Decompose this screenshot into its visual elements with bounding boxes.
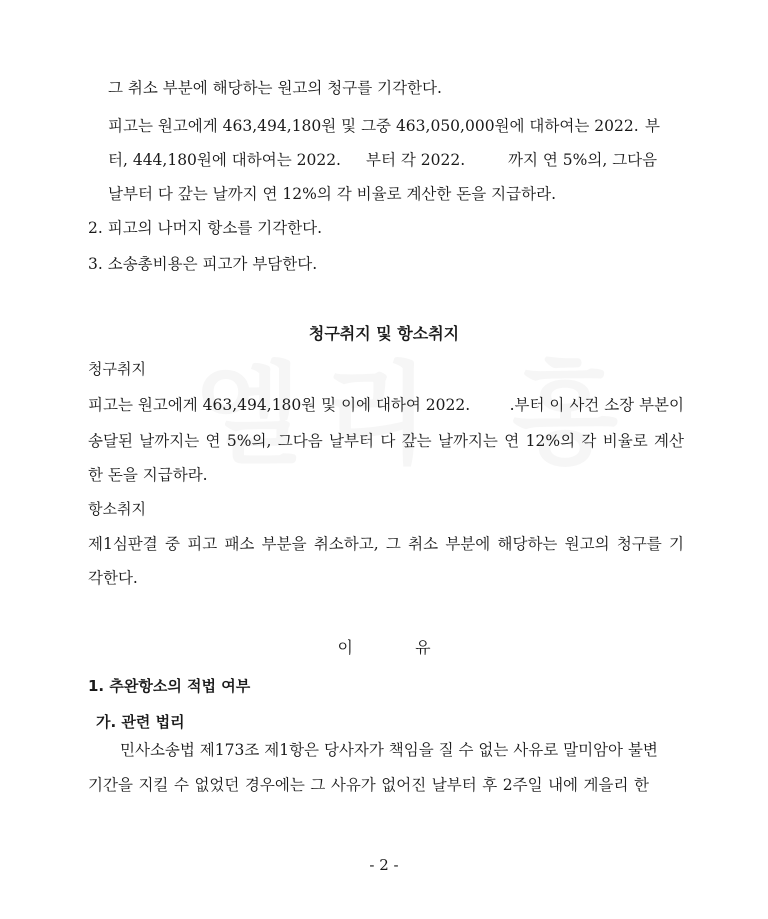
claim-heading: 청구취지 bbox=[88, 360, 146, 378]
order-item-3: 3. 소송총비용은 피고가 부담한다. bbox=[88, 255, 318, 273]
reasons-body-line-1: 민사소송법 제173조 제1항은 당사자가 책임을 질 수 없는 사유로 말미암아 불변 bbox=[120, 741, 658, 759]
reasons-title bbox=[0, 636, 768, 660]
page-number: - 2 - bbox=[369, 856, 399, 874]
order-line-2 bbox=[108, 114, 668, 138]
appeal-line-1: 제1심판결 중 피고 패소 부분을 취소하고, 그 취소 부분에 해당하는 원고의 청구를 기 bbox=[88, 535, 684, 553]
order-line-2-text: 피고는 원고에게 463,494,180원 및 그중 463,050,000원에 대하여는 2022. bbox=[108, 117, 639, 135]
subsection-heading: 가. 관련 법리 bbox=[96, 713, 185, 731]
order-line-3 bbox=[108, 148, 668, 172]
section-1-heading: 1. 추완항소의 적법 여부 bbox=[88, 677, 251, 695]
claims-title: 청구취지 및 항소취지 bbox=[308, 324, 460, 343]
reasons-body-line-2: 기간을 지킬 수 없었던 경우에는 그 사유가 없어진 날부터 후 2주일 내에 게을리 한 bbox=[88, 776, 649, 794]
claim-line-1-part-b: .부터 이 사건 소장 부본이 bbox=[509, 396, 684, 414]
appeal-line-2: 각한다. bbox=[88, 569, 138, 587]
order-line-3-part-a: 터, 444,180원에 대하여는 2022. bbox=[108, 151, 341, 169]
claim-line-3: 한 돈을 지급하라. bbox=[88, 466, 208, 484]
claim-line-1-part-a: 피고는 원고에게 463,494,180원 및 이에 대하여 2022. bbox=[88, 396, 471, 414]
claim-line-1 bbox=[88, 393, 684, 417]
order-line-1: 그 취소 부분에 해당하는 원고의 청구를 기각한다. bbox=[108, 79, 442, 97]
order-line-3-part-c: 까지 연 5%의, 그다음 bbox=[508, 151, 658, 169]
reasons-title-left: 이 bbox=[337, 638, 353, 657]
order-line-3-part-b: 부터 각 2022. bbox=[366, 151, 466, 169]
order-line-4: 날부터 다 갚는 날까지 연 12%의 각 비율로 계산한 돈을 지급하라. bbox=[108, 185, 557, 203]
reasons-title-right: 유 bbox=[415, 638, 431, 657]
claim-line-2: 송달된 날까지는 연 5%의, 그다음 날부터 다 갚는 날까지는 연 12%의 각 비율로 계산 bbox=[88, 432, 684, 450]
order-item-2: 2. 피고의 나머지 항소를 기각한다. bbox=[88, 219, 323, 237]
order-line-2-end: 부 bbox=[645, 117, 660, 135]
appeal-heading: 항소취지 bbox=[88, 500, 146, 518]
